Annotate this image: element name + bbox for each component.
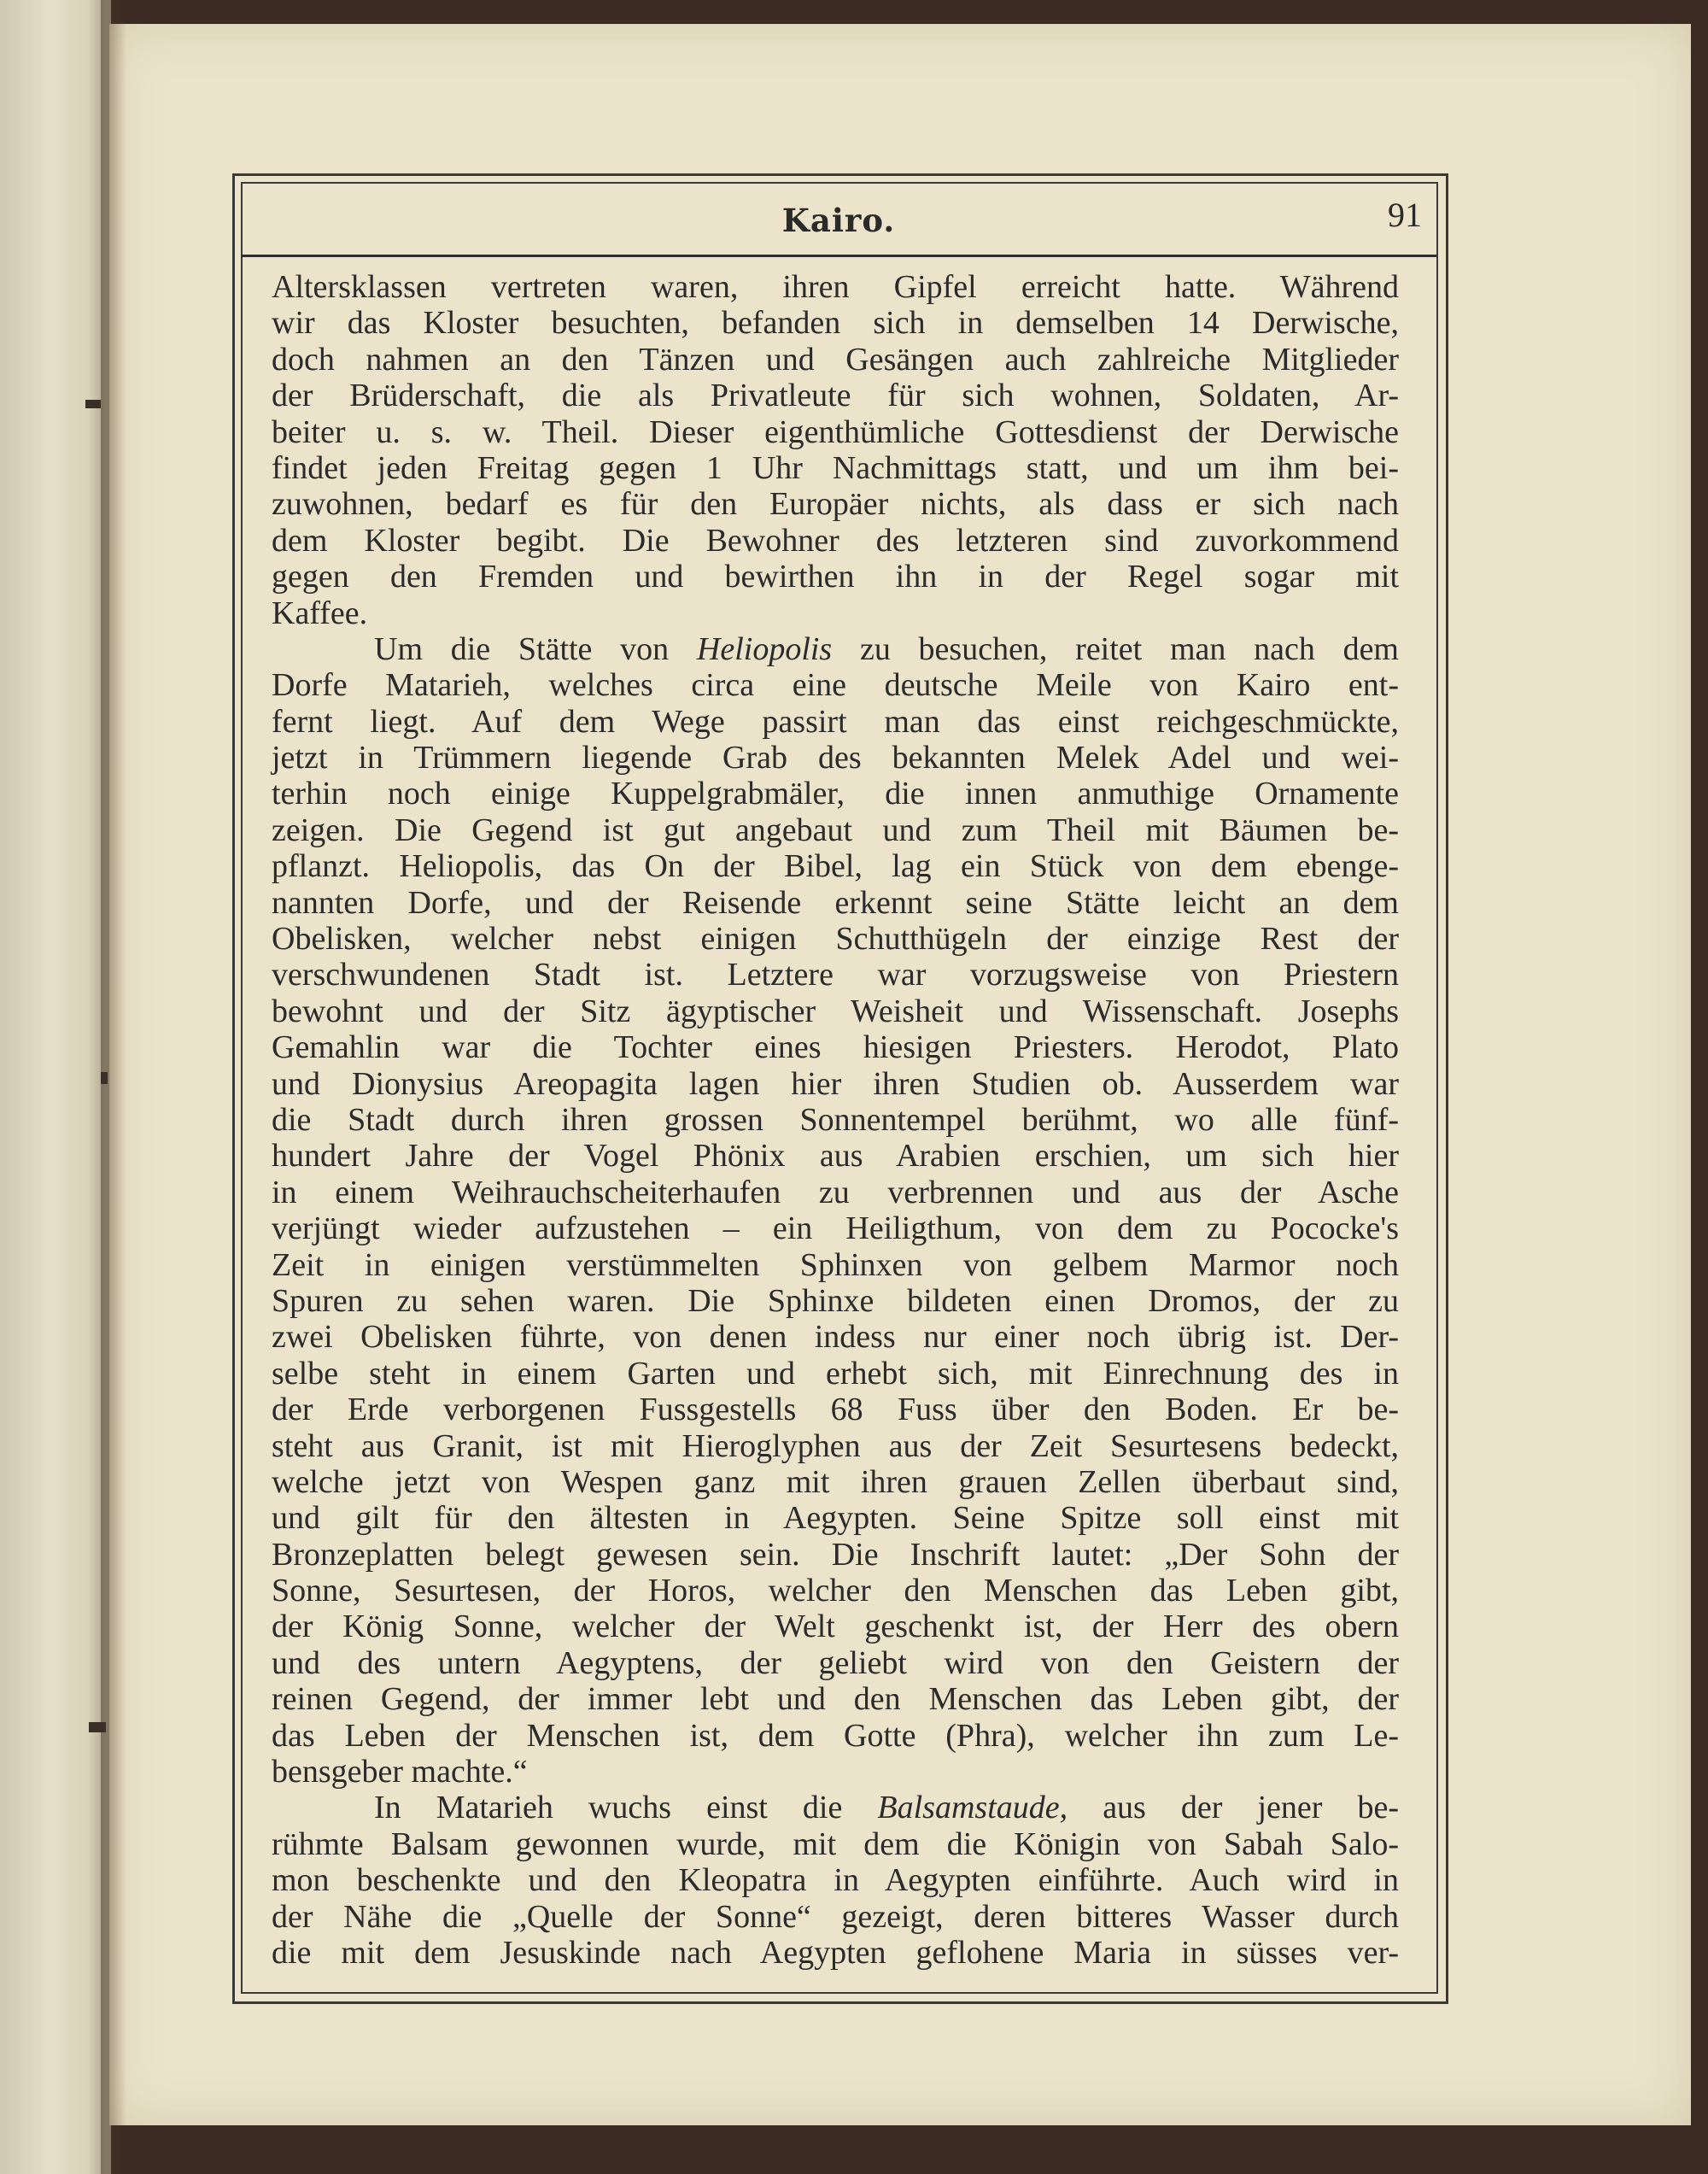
text-line: zeigen. Die Gegend ist gut angebaut und zum Theil mit Bäumen be- [272, 812, 1399, 848]
text-line: terhin noch einige Kuppelgrabmäler, die innen anmuthige Ornamente [272, 776, 1399, 812]
text-line: Obelisken, welcher nebst einigen Schutthügeln der einzige Rest der [272, 921, 1399, 958]
text-segment: In Matarieh wuchs einst die [374, 1790, 843, 1826]
text-line: steht aus Granit, ist mit Hieroglyphen aus der Zeit Sesurtesens bedeckt, [272, 1427, 1399, 1464]
body-text [272, 269, 1399, 1971]
text-line: rühmte Balsam gewonnen wurde, mit dem die Königin von Sabah Salo- [272, 1825, 1399, 1862]
text-line: beiter u. s. w. Theil. Dieser eigenthümliche Gottesdienst der Derwische [272, 413, 1399, 450]
header-rule [241, 255, 1436, 257]
text-segment: zu besuchen, reitet man nach dem [859, 630, 1399, 667]
text-line: Altersklassen vertreten waren, ihren Gipfel erreicht hatte. Während [272, 269, 1399, 305]
text-line: die Stadt durch ihren grossen Sonnentempel berühmt, wo alle fünf- [272, 1101, 1399, 1138]
text-line: Sonne, Sesurtesen, der Horos, welcher den Menschen das Leben gibt, [272, 1573, 1399, 1609]
text-segment: Um die Stätte von [374, 630, 670, 667]
text-line: der Nähe die „Quelle der Sonne“ gezeigt, deren bitteres Wasser durch [272, 1898, 1399, 1935]
text-line: Spuren zu sehen waren. Die Sphinxe bildeten einen Dromos, der zu [272, 1282, 1399, 1319]
text-line: der Erde verborgenen Fussgestells 68 Fuss über den Boden. Er be- [272, 1392, 1399, 1428]
text-line: der König Sonne, welcher der Welt geschenkt ist, der Herr des obern [272, 1609, 1399, 1645]
text-line: Zeit in einigen verstümmelten Sphinxen von gelbem Marmor noch [272, 1246, 1399, 1283]
text-line: bensgeber machte.“ [272, 1754, 528, 1790]
margin-mark [101, 1072, 108, 1084]
text-line: der Brüderschaft, die als Privatleute für sich wohnen, Soldaten, Ar- [272, 378, 1399, 414]
text-line: wir das Kloster besuchten, befanden sich in demselben 14 Derwische, [272, 305, 1399, 342]
text-line: das Leben der Menschen ist, dem Gotte (Phra), welcher ihn zum Le- [272, 1717, 1399, 1754]
italic-term: Balsamstaude, [877, 1790, 1068, 1826]
text-line: und des untern Aegyptens, der geliebt wird von den Geistern der [272, 1644, 1399, 1681]
previous-page-edge [0, 0, 111, 2174]
text-line: in einem Weihrauchscheiterhaufen zu verbrennen und aus der Asche [272, 1174, 1399, 1210]
page-number: 91 [1388, 196, 1422, 234]
margin-mark [89, 1722, 106, 1732]
text-line [272, 1790, 1399, 1825]
text-line: und gilt für den ältesten in Aegypten. Seine Spitze soll einst mit [272, 1500, 1399, 1537]
running-head: Kairo. [781, 202, 896, 239]
text-line: welche jetzt von Wespen ganz mit ihren grauen Zellen überbaut sind, [272, 1463, 1399, 1500]
text-segment: aus der jener be- [1103, 1790, 1400, 1826]
text-line: selbe steht in einem Garten und erhebt sich, mit Einrechnung des in [272, 1355, 1399, 1392]
text-line: reinen Gegend, der immer lebt und den Menschen das Leben gibt, der [272, 1681, 1399, 1718]
text-line: die mit dem Jesuskinde nach Aegypten geflohene Maria in süsses ver- [272, 1934, 1399, 1971]
text-line: und Dionysius Areopagita lagen hier ihren Studien ob. Ausserdem war [272, 1065, 1399, 1102]
text-line: doch nahmen an den Tänzen und Gesängen auch zahlreiche Mitglieder [272, 341, 1399, 378]
text-line: dem Kloster begibt. Die Bewohner des letzteren sind zuvorkommend [272, 522, 1399, 559]
italic-term: Heliopolis [696, 630, 833, 667]
text-line: zuwohnen, bedarf es für den Europäer nichts, als dass er sich nach [272, 486, 1399, 523]
text-line: findet jeden Freitag gegen 1 Uhr Nachmittags statt, und um ihm bei- [272, 449, 1399, 486]
text-line: Dorfe Matarieh, welches circa eine deutsche Meile von Kairo ent- [272, 667, 1399, 704]
text-line: mon beschenkte und den Kleopatra in Aegypten einführte. Auch wird in [272, 1862, 1399, 1899]
text-line: pflanzt. Heliopolis, das On der Bibel, lag ein Stück von dem ebenge- [272, 848, 1399, 885]
text-line: hundert Jahre der Vogel Phönix aus Arabien erschien, um sich hier [272, 1138, 1399, 1175]
text-line: zwei Obelisken führte, von denen indess nur einer noch übrig ist. Der- [272, 1319, 1399, 1356]
text-line: verjüngt wieder aufzustehen – ein Heiligthum, von dem zu Pococke's [272, 1210, 1399, 1247]
margin-mark [85, 400, 101, 408]
text-line: Kaffee. [272, 595, 368, 631]
text-line: fernt liegt. Auf dem Wege passirt man das einst reichgeschmückte, [272, 703, 1399, 740]
text-line: verschwundenen Stadt ist. Letztere war vorzugsweise von Priestern [272, 957, 1399, 993]
text-line [272, 631, 1399, 667]
text-line: gegen den Fremden und bewirthen ihn in der Regel sogar mit [272, 559, 1399, 595]
text-line: Bronzeplatten belegt gewesen sein. Die Inschrift lautet: „Der Sohn der [272, 1536, 1399, 1573]
text-line: bewohnt und der Sitz ägyptischer Weisheit und Wissenschaft. Josephs [272, 993, 1399, 1029]
text-line: nannten Dorfe, und der Reisende erkennt seine Stätte leicht an dem [272, 884, 1399, 921]
spine-shadow [101, 0, 126, 2174]
text-line: Gemahlin war die Tochter eines hiesigen Priesters. Herodot, Plato [272, 1029, 1399, 1066]
text-line: jetzt in Trümmern liegende Grab des bekannten Melek Adel und wei- [272, 740, 1399, 776]
